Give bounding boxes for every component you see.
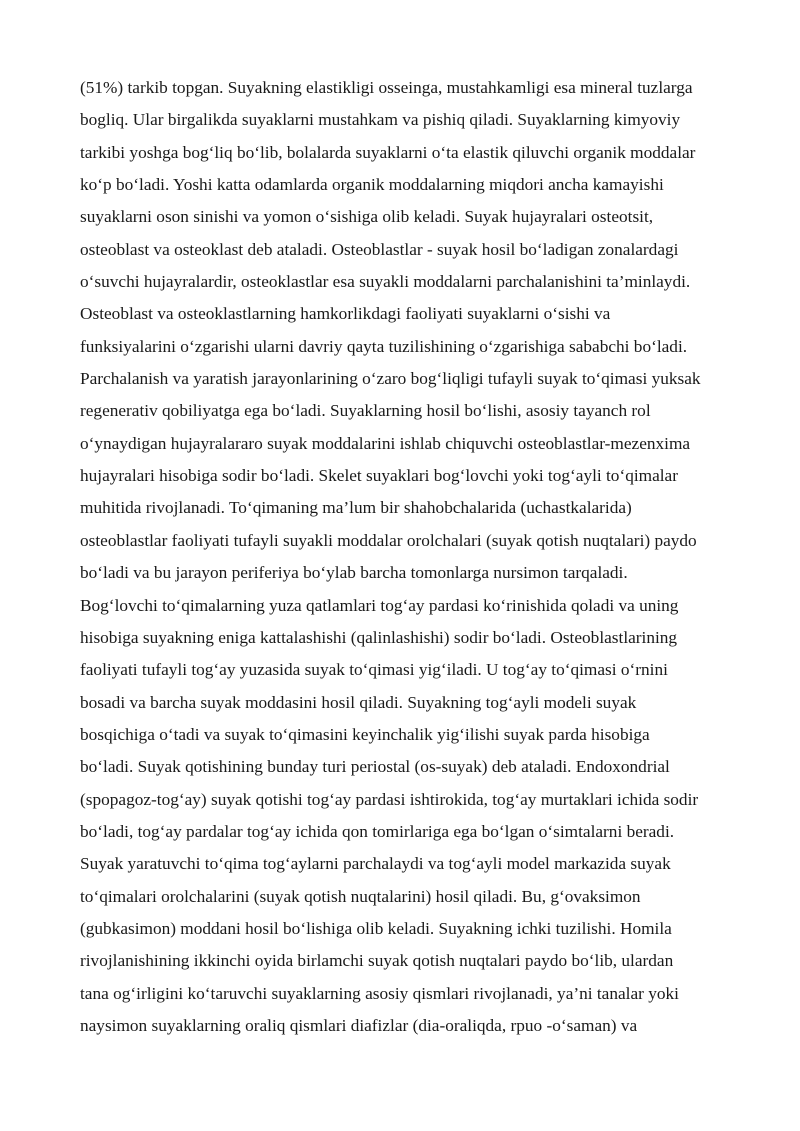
text-line: bo‘ladi. Suyak qotishining bunday turi periostal (os-suyak) deb ataladi. Endoxondrial: [80, 757, 670, 777]
text-line: suyaklarni oson sinishi va yomon o‘sishiga olib keladi. Suyak hujayralari osteotsit,: [80, 207, 654, 227]
text-line: o‘suvchi hujayralardir, osteoklastlar esa suyakli moddalarni parchalanishini ta’minlaydi.: [80, 272, 691, 292]
text-line: ko‘p bo‘ladi. Yoshi katta odamlarda organik moddalarning miqdori ancha kamayishi: [80, 175, 664, 195]
text-line: bogliq. Ular birgalikda suyaklarni mustahkam va pishiq qiladi. Suyaklarning kimyoviy: [80, 110, 681, 130]
text-line: osteoblast va osteoklast deb ataladi. Osteoblastlar - suyak hosil bo‘ladigan zonalardagi: [80, 239, 679, 259]
text-line: (51%) tarkib topgan. Suyakning elastikligi osseinga, mustahkamligi esa mineral tuzlarga: [80, 78, 693, 97]
text-line: bo‘ladi va bu jarayon periferiya bo‘ylab barcha tomonlarga nursimon tarqaladi.: [80, 563, 628, 583]
text-line: naysimon suyaklarning oraliq qismlari diafizlar (dia-oraliqda, rpuo -o‘saman) va: [80, 1015, 638, 1035]
text-line: (spopagoz-tog‘ay) suyak qotishi tog‘ay pardasi ishtirokida, tog‘ay murtaklari ichida sodir: [80, 789, 699, 809]
body-text: [80, 72, 760, 1042]
text-line: tana og‘irligini ko‘taruvchi suyaklarning asosiy qismlari rivojlanadi, ya’ni tanalar yoki: [80, 983, 679, 1003]
text-line: funksiyalarini o‘zgarishi ularni davriy qayta tuzilishining o‘zgarishiga sababchi bo‘ladi.: [80, 336, 688, 356]
text-line: regenerativ qobiliyatga ega bo‘ladi. Suyaklarning hosil bo‘lishi, asosiy tayanch rol: [80, 401, 651, 421]
text-line: Parchalanish va yaratish jarayonlarining o‘zaro bog‘liqligi tufayli suyak to‘qimasi yuksak: [80, 369, 701, 389]
text-line: muhitida rivojlanadi. To‘qimaning ma’lum bir shahobchalarida (uchastkalarida): [80, 498, 632, 518]
text-line: hisobiga suyakning eniga kattalashishi (qalinlashishi) sodir bo‘ladi. Osteoblastlarining: [80, 627, 678, 647]
text-line: (gubkasimon) moddani hosil bo‘lishiga olib keladi. Suyakning ichki tuzilishi. Homila: [80, 918, 672, 938]
text-line: bo‘ladi, tog‘ay pardalar tog‘ay ichida qon tomirlariga ega bo‘lgan o‘simtalarni beradi.: [80, 821, 675, 841]
text-line: to‘qimalari orolchalarini (suyak qotish nuqtalarini) hosil qiladi. Bu, g‘ovaksimon: [80, 886, 641, 906]
text-line: bosadi va barcha suyak moddasini hosil qiladi. Suyakning tog‘ayli modeli suyak: [80, 692, 637, 712]
text-line: bosqichiga o‘tadi va suyak to‘qimasini keyinchalik yig‘ilishi suyak parda hisobiga: [80, 724, 650, 744]
text-line: osteoblastlar faoliyati tufayli suyakli moddalar orolchalari (suyak qotish nuqtalari) paydo: [80, 530, 697, 550]
text-line: Osteoblast va osteoklastlarning hamkorlikdagi faoliyati suyaklarni o‘sishi va: [80, 304, 611, 324]
text-line: o‘ynaydigan hujayralararo suyak moddalarini ishlab chiquvchi osteoblastlar-mezenxima: [80, 433, 691, 453]
text-line: faoliyati tufayli tog‘ay yuzasida suyak to‘qimasi yig‘iladi. U tog‘ay to‘qimasi o‘rnini: [80, 660, 668, 680]
text-line: hujayralari hisobiga sodir bo‘ladi. Skelet suyaklari bog‘lovchi yoki tog‘ayli to‘qimalar: [80, 466, 678, 486]
text-line: tarkibi yoshga bog‘liq bo‘lib, bolalarda suyaklarni o‘ta elastik qiluvchi organik moddalar: [80, 142, 696, 162]
text-line: rivojlanishining ikkinchi oyida birlamchi suyak qotish nuqtalari paydo bo‘lib, ulardan: [80, 951, 674, 971]
text-line: Bog‘lovchi to‘qimalarning yuza qatlamlari tog‘ay pardasi ko‘rinishida qoladi va uning: [80, 595, 679, 615]
text-line: Suyak yaratuvchi to‘qima tog‘aylarni parchalaydi va tog‘ayli model markazida suyak: [80, 854, 671, 874]
